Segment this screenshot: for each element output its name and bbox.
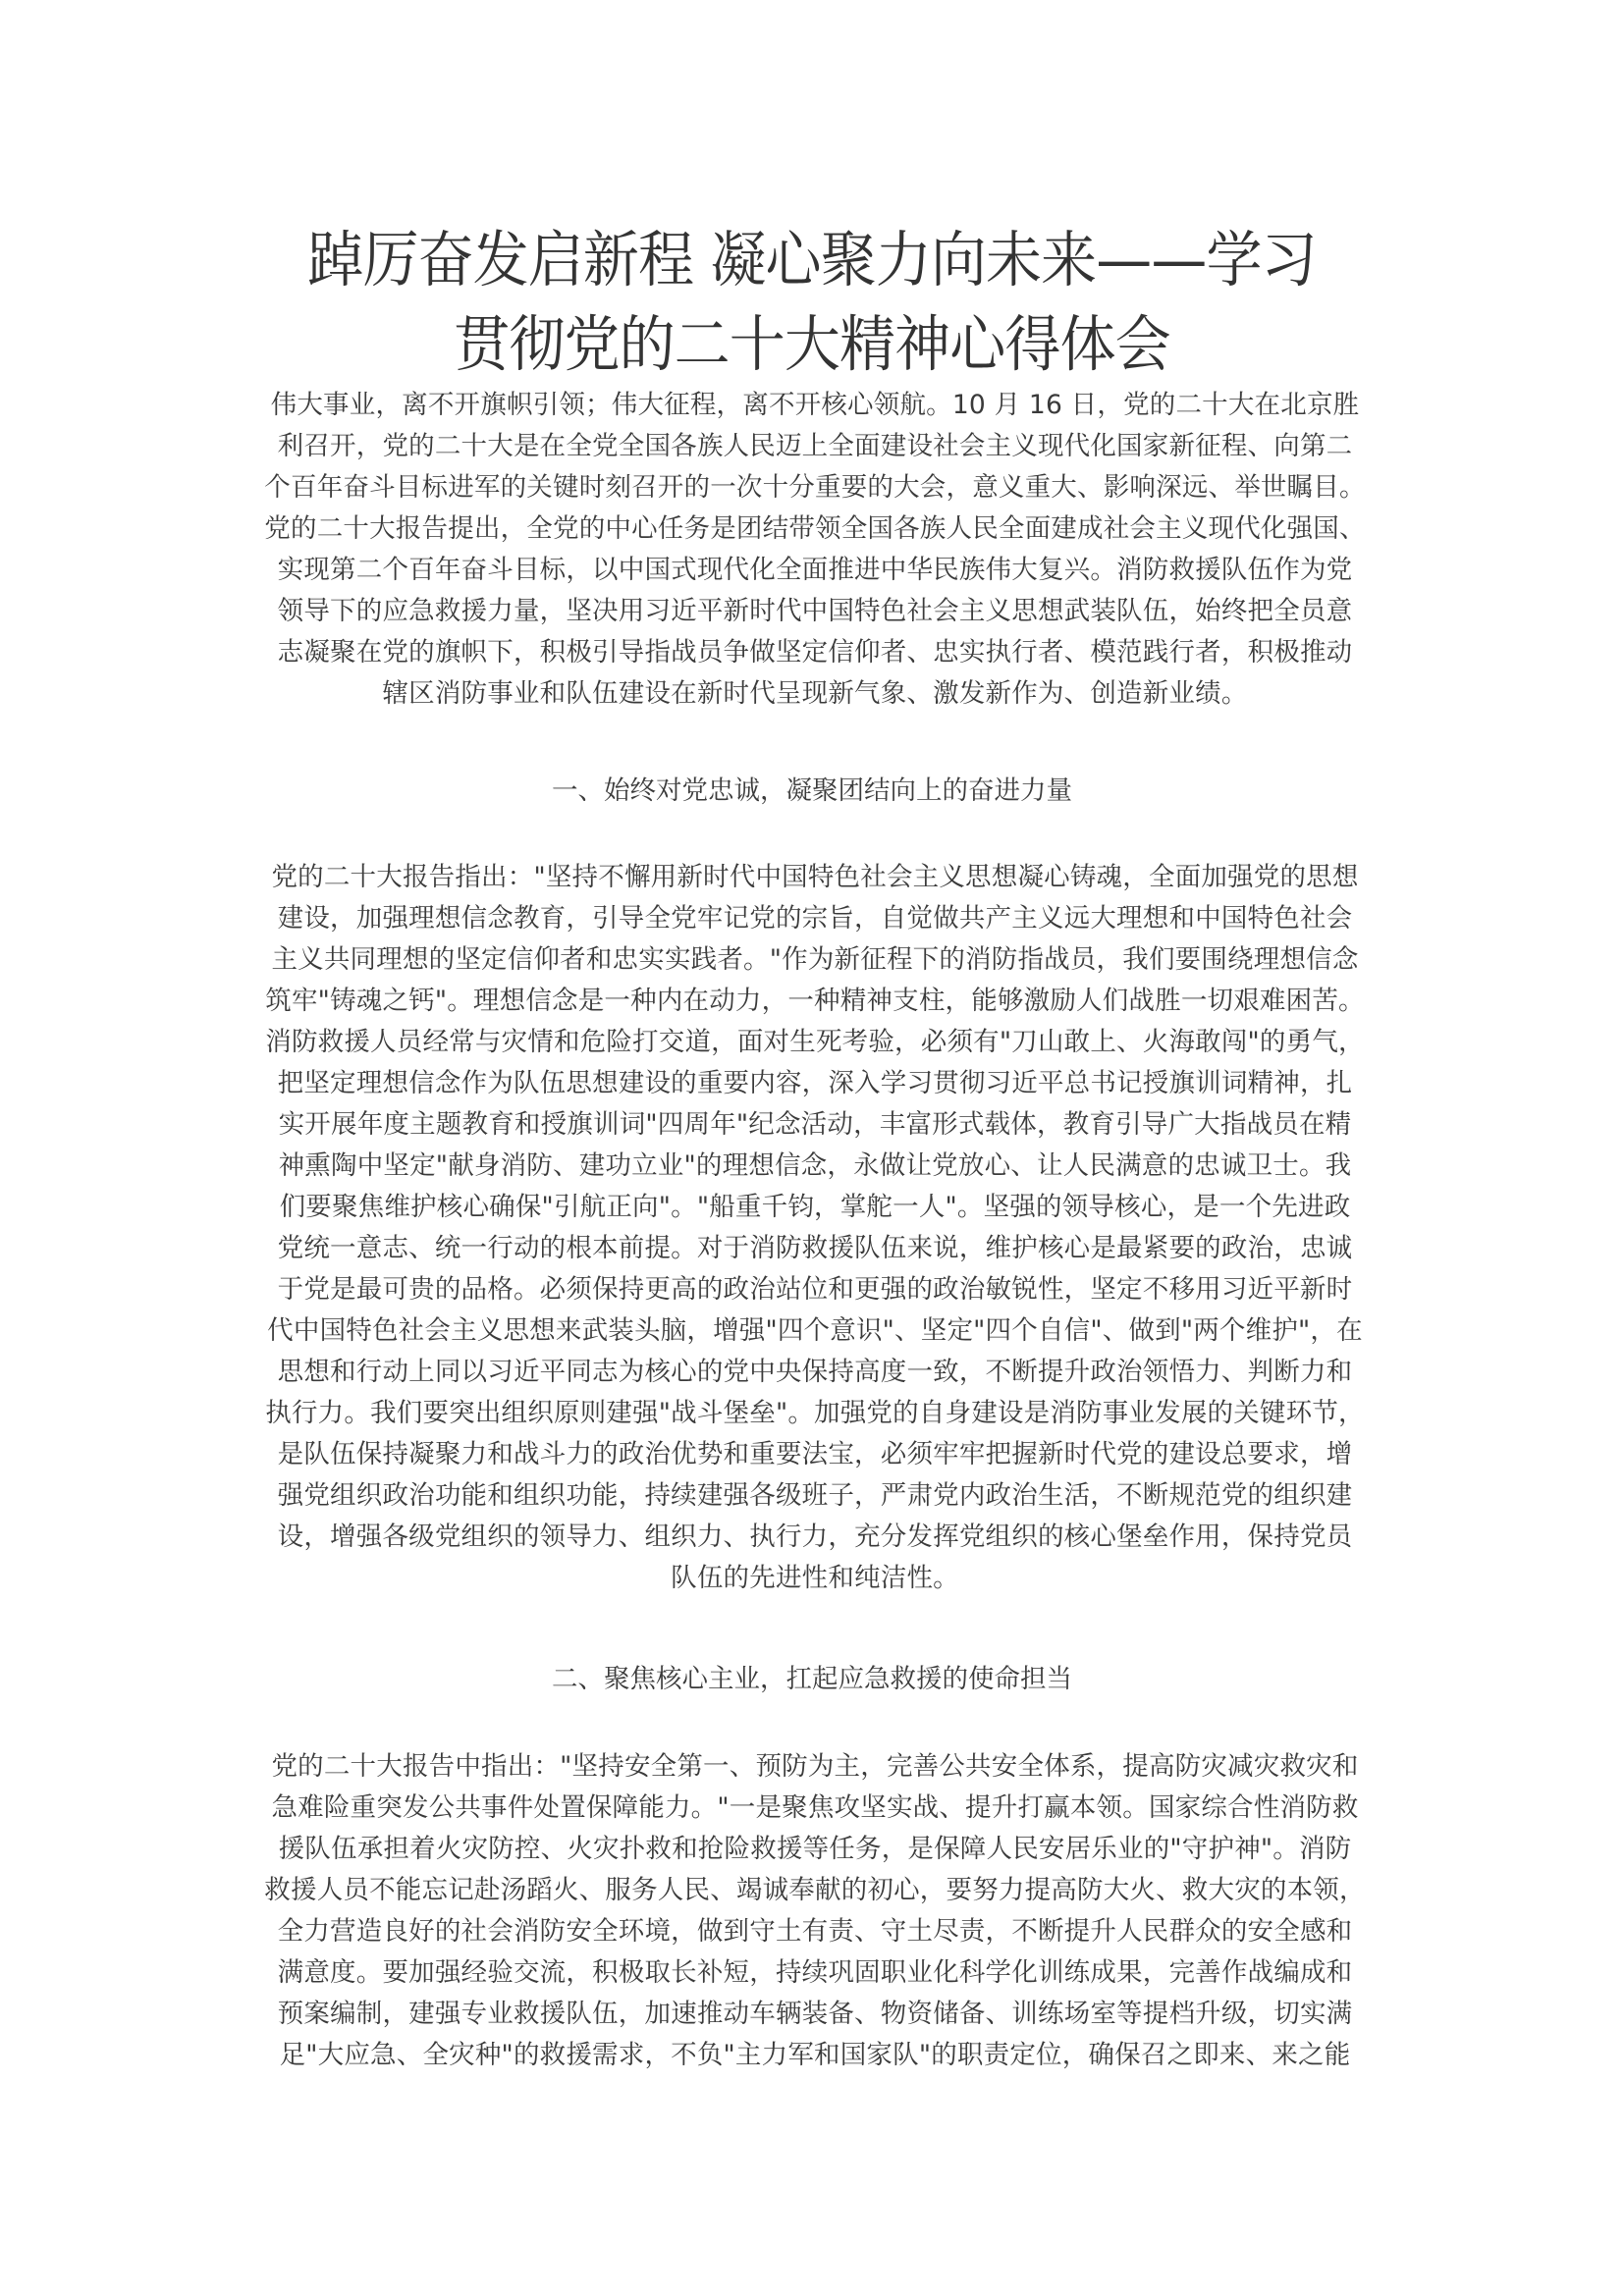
text-line: 个百年奋斗目标进军的关键时刻召开的一次十分重要的大会，意义重大、影响深远、举世瞩目。 xyxy=(264,472,1366,503)
text-line: 党的二十大报告指出："坚持不懈用新时代中国特色社会主义思想凝心铸魂，全面加强党的思想 xyxy=(271,862,1359,892)
text-line: 建设，加强理想信念教育，引导全党牢记党的宗旨，自觉做共产主义远大理想和中国特色社会 xyxy=(277,903,1353,934)
text-line: 利召开，党的二十大是在全党全国各族人民迈上全面建设社会主义现代化国家新征程、向第二 xyxy=(277,431,1353,461)
text-line: 党的二十大报告提出，全党的中心任务是团结带领全国各族人民全面建成社会主义现代化强国、 xyxy=(264,513,1366,544)
text-line: 实现第二个百年奋斗目标，以中国式现代化全面推进中华民族伟大复兴。消防救援队伍作为党 xyxy=(277,555,1353,585)
text-line: 们要聚焦维护核心确保"引航正向"。"船重千钧，掌舵一人"。坚强的领导核心，是一个先进政 xyxy=(279,1192,1351,1222)
text-line: 神熏陶中坚定"献身消防、建功立业"的理想信念，永做让党放心、让人民满意的忠诚卫士。我 xyxy=(278,1150,1352,1181)
text-line: 筑牢"铸魂之钙"。理想信念是一种内在动力，一种精神支柱，能够激励人们战胜一切艰难困苦。 xyxy=(265,986,1365,1016)
text-line: 主义共同理想的坚定信仰者和忠实实践者。"作为新征程下的消防指战员，我们要围绕理想信念 xyxy=(271,944,1359,975)
text-line: 设，增强各级党组织的领导力、组织力、执行力，充分发挥党组织的核心堡垒作用，保持党员 xyxy=(277,1522,1353,1552)
text-line: 执行力。我们要突出组织原则建强"战斗堡垒"。加强党的自身建设是消防事业发展的关键环节， xyxy=(265,1398,1365,1428)
text-line: 强党组织政治功能和组织功能，持续建强各级班子，严肃党内政治生活，不断规范党的组织建 xyxy=(277,1480,1353,1511)
text-line: 队伍的先进性和纯洁性。 xyxy=(671,1563,959,1593)
section-heading-1: 一、始终对党忠诚，凝聚团结向上的奋进力量 xyxy=(552,775,1072,806)
text-line: 思想和行动上同以习近平同志为核心的党中央保持高度一致，不断提升政治领悟力、判断力和 xyxy=(277,1357,1353,1387)
title-line-1: 踔厉奋发启新程 凝心聚力向未来——学习 xyxy=(307,224,1317,295)
text-line: 援队伍承担着火灾防控、火灾扑救和抢险救援等任务，是保障人民安居乐业的"守护神"。消防 xyxy=(278,1834,1352,1864)
text-line: 辖区消防事业和队伍建设在新时代呈现新气象、激发新作为、创造新业绩。 xyxy=(382,678,1248,709)
text-line: 代中国特色社会主义思想来武装头脑，增强"四个意识"、坚定"四个自信"、做到"两个维护"，在 xyxy=(267,1315,1363,1346)
text-line: 志凝聚在党的旗帜下，积极引导指战员争做坚定信仰者、忠实执行者、模范践行者，积极推动 xyxy=(277,637,1353,667)
text-line: 党统一意志、统一行动的根本前提。对于消防救援队伍来说，维护核心是最紧要的政治，忠诚 xyxy=(277,1233,1353,1263)
text-line: 领导下的应急救援力量，坚决用习近平新时代中国特色社会主义思想武装队伍，始终把全员意 xyxy=(277,596,1353,626)
text-line: 是队伍保持凝聚力和战斗力的政治优势和重要法宝，必须牢牢把握新时代党的建设总要求，增 xyxy=(277,1439,1353,1469)
text-line: 急难险重突发公共事件处置保障能力。"一是聚焦攻坚实战、提升打赢本领。国家综合性消防救 xyxy=(271,1792,1359,1823)
text-line: 伟大事业，离不开旗帜引领；伟大征程，离不开核心领航。10 月 16 日，党的二十大在北京胜 xyxy=(270,390,1360,420)
text-line: 满意度。要加强经验交流，积极取长补短，持续巩固职业化科学化训练成果，完善作战编成和 xyxy=(277,1957,1353,1988)
title-line-2: 贯彻党的二十大精神心得体会 xyxy=(454,308,1170,380)
text-line: 救援人员不能忘记赴汤蹈火、服务人民、竭诚奉献的初心，要努力提高防大火、救大灾的本领， xyxy=(264,1875,1366,1905)
text-line: 预案编制，建强专业救援队伍，加速推动车辆装备、物资储备、训练场室等提档升级，切实满 xyxy=(277,1999,1353,2029)
text-line: 把坚定理想信念作为队伍思想建设的重要内容，深入学习贯彻习近平总书记授旗训词精神，扎 xyxy=(277,1068,1353,1098)
text-line: 党的二十大报告中指出："坚持安全第一、预防为主，完善公共安全体系，提高防灾减灾救灾和 xyxy=(271,1751,1359,1782)
text-line: 于党是最可贵的品格。必须保持更高的政治站位和更强的政治敏锐性，坚定不移用习近平新时 xyxy=(277,1274,1353,1305)
text-line: 消防救援人员经常与灾情和危险打交道，面对生死考验，必须有"刀山敢上、火海敢闯"的勇气， xyxy=(265,1027,1365,1057)
text-line: 实开展年度主题教育和授旗训词"四周年"纪念活动，丰富形式载体，教育引导广大指战员在精 xyxy=(278,1109,1352,1140)
text-line: 全力营造良好的社会消防安全环境，做到守土有责、守土尽责，不断提升人民群众的安全感和 xyxy=(277,1916,1353,1947)
section-heading-2: 二、聚焦核心主业，扛起应急救援的使命担当 xyxy=(552,1664,1072,1694)
document-title xyxy=(282,218,1342,387)
text-line: 足"大应急、全灾种"的救援需求，不负"主力军和国家队"的职责定位，确保召之即来、来之能 xyxy=(279,2040,1351,2070)
